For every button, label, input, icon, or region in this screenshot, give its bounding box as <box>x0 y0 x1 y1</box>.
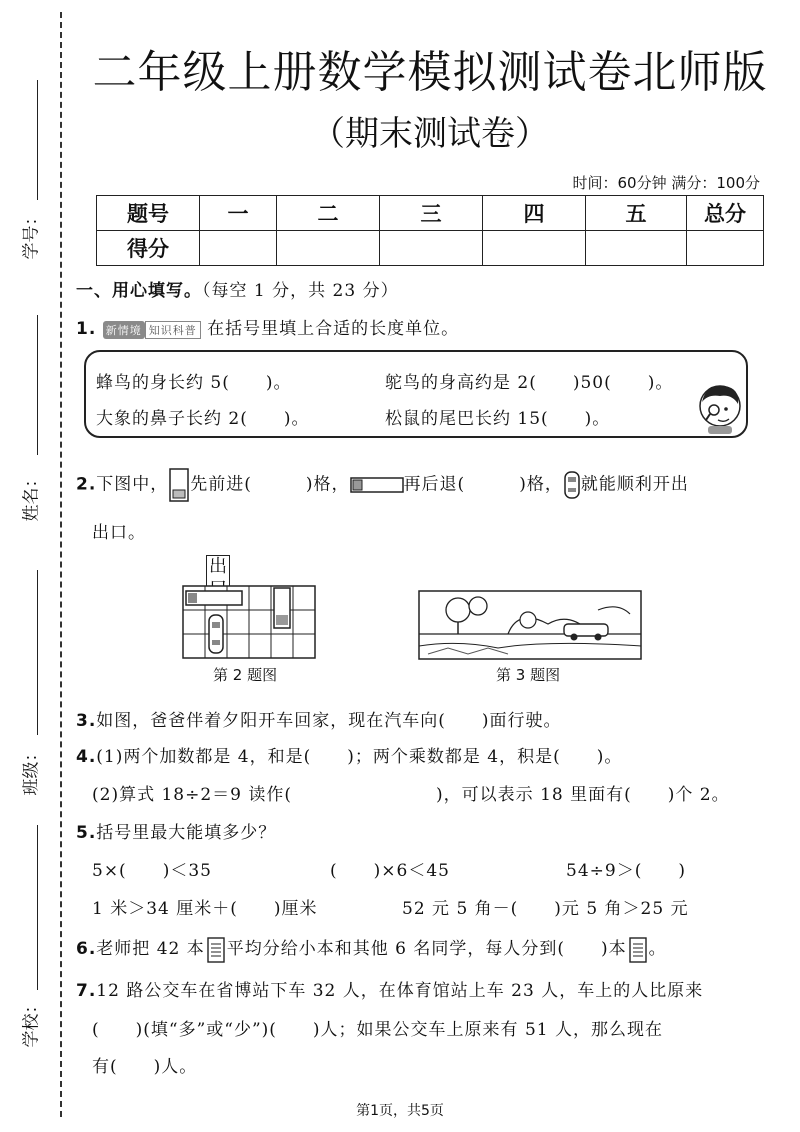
q6-text-2: 平均分给小本和其他 6 名同学，每人分到( )本 <box>226 939 627 959</box>
page-title: 二年级上册数学模拟测试卷北师版 <box>92 47 768 98</box>
section1-heading <box>76 276 399 301</box>
q1-item-4: 松鼠的尾巴长约 15( )。 <box>385 409 611 429</box>
school-label: 学校： <box>21 996 42 1048</box>
section1-title: 一、用心填写。 <box>76 281 202 301</box>
q2-text-2: 先前进( )格， <box>190 474 350 495</box>
score-table <box>96 195 764 266</box>
school-rule <box>37 825 38 990</box>
q4-number: 4. <box>76 747 97 767</box>
q5-text: 括号里最大能填多少？ <box>96 823 277 843</box>
name-label: 姓名： <box>21 470 42 522</box>
q5-item-c: 54÷9＞( ) <box>566 861 686 881</box>
q5-item-a: 5×( )＜35 <box>92 861 212 881</box>
question-1 <box>76 314 459 339</box>
notebook-icon <box>205 936 227 964</box>
section1-note: （每空 1 分，共 23 分） <box>202 281 399 301</box>
q6-text-1: 老师把 42 本 <box>96 939 205 959</box>
score-header-cell: 五 <box>586 196 687 231</box>
score-header-cell: 一 <box>200 196 277 231</box>
question-3 <box>76 706 562 731</box>
small-car-icon <box>563 470 581 500</box>
question-5 <box>76 818 276 843</box>
q6-text-3: 。 <box>648 939 667 959</box>
new-situation-tag: 新情境 <box>103 321 145 339</box>
q7-line-3: 有( )人。 <box>92 1057 198 1077</box>
score-header-cell: 题号 <box>97 196 200 231</box>
parking-grid-figure <box>182 585 318 661</box>
score-cell[interactable] <box>380 231 483 266</box>
q1-item-3: 大象的鼻子长约 2( )。 <box>96 409 310 429</box>
q7-line-1: 12 路公交车在省博站下车 32 人，在体育馆站上车 23 人，车上的人比原来 <box>96 981 704 1001</box>
knowledge-tag: 知识科普 <box>145 321 201 339</box>
q1-item-2: 鸵鸟的身高约是 2( )50( )。 <box>385 373 674 393</box>
sunset-road-figure <box>418 590 642 660</box>
question-2 <box>76 468 689 502</box>
q5-number: 5. <box>76 823 97 843</box>
q5-item-b: ( )×6＜45 <box>330 861 450 881</box>
score-cell[interactable] <box>586 231 687 266</box>
q2-text-4: 就能顺利开出 <box>580 474 689 495</box>
score-cell[interactable] <box>483 231 586 266</box>
figure-2-caption: 第 2 题图 <box>213 666 278 684</box>
q2-text-1: 下图中， <box>96 474 169 495</box>
q5-item-e: 52 元 5 角－( )元 5 角＞25 元 <box>402 899 689 919</box>
page-subtitle: （期末测试卷） <box>311 114 549 154</box>
q4-line-2: (2)算式 18÷2＝9 读作( )，可以表示 18 里面有( )个 2。 <box>92 785 730 805</box>
score-cell[interactable] <box>277 231 380 266</box>
q7-line-2: ( )(填“多”或“少”)( )人；如果公交车上原来有 51 人，那么现在 <box>92 1020 663 1040</box>
q2-number: 2. <box>76 474 97 495</box>
class-rule <box>37 570 38 735</box>
q7-number: 7. <box>76 981 97 1001</box>
score-table-score-row <box>97 231 764 266</box>
q6-number: 6. <box>76 939 97 959</box>
q3-number: 3. <box>76 711 97 731</box>
binding-dashed-line <box>60 12 62 1117</box>
vertical-car-icon <box>168 468 190 502</box>
figure-3-caption: 第 3 题图 <box>496 666 561 684</box>
score-header-cell: 三 <box>380 196 483 231</box>
question-7 <box>76 976 703 1001</box>
q1-item-1: 蜂鸟的身长约 5( )。 <box>96 373 292 393</box>
q5-item-d: 1 米＞34 厘米＋( )厘米 <box>92 899 318 919</box>
student-id-label: 学号： <box>21 208 42 260</box>
score-header-cell: 二 <box>277 196 380 231</box>
question-6 <box>76 934 667 964</box>
q3-text: 如图，爸爸伴着夕阳开车回家，现在汽车向( )面行驶。 <box>96 711 562 731</box>
boy-with-magnifier-icon <box>694 380 746 434</box>
q2-line-2: 出口。 <box>92 523 146 543</box>
page-number: 第1页，共5页 <box>356 1103 444 1119</box>
score-cell[interactable] <box>687 231 764 266</box>
score-cell[interactable] <box>200 231 277 266</box>
q1-text: 在括号里填上合适的长度单位。 <box>207 319 460 339</box>
q2-text-3: 再后退( )格， <box>403 474 563 495</box>
q1-number: 1. <box>76 319 97 339</box>
horizontal-truck-icon <box>350 475 404 495</box>
exam-info: 时间：60分钟 满分：100分 <box>572 174 760 192</box>
q4-line-1: (1)两个加数都是 4，和是( )；两个乘数都是 4，积是( )。 <box>96 747 623 767</box>
score-header-cell: 四 <box>483 196 586 231</box>
exit-sign: 出 <box>206 555 230 601</box>
score-row-label: 得分 <box>97 231 200 266</box>
score-table-header-row <box>97 196 764 231</box>
name-rule <box>37 315 38 455</box>
score-header-cell: 总分 <box>687 196 764 231</box>
question-4 <box>76 742 622 767</box>
class-label: 班级： <box>21 744 42 796</box>
notebook-icon <box>627 936 649 964</box>
